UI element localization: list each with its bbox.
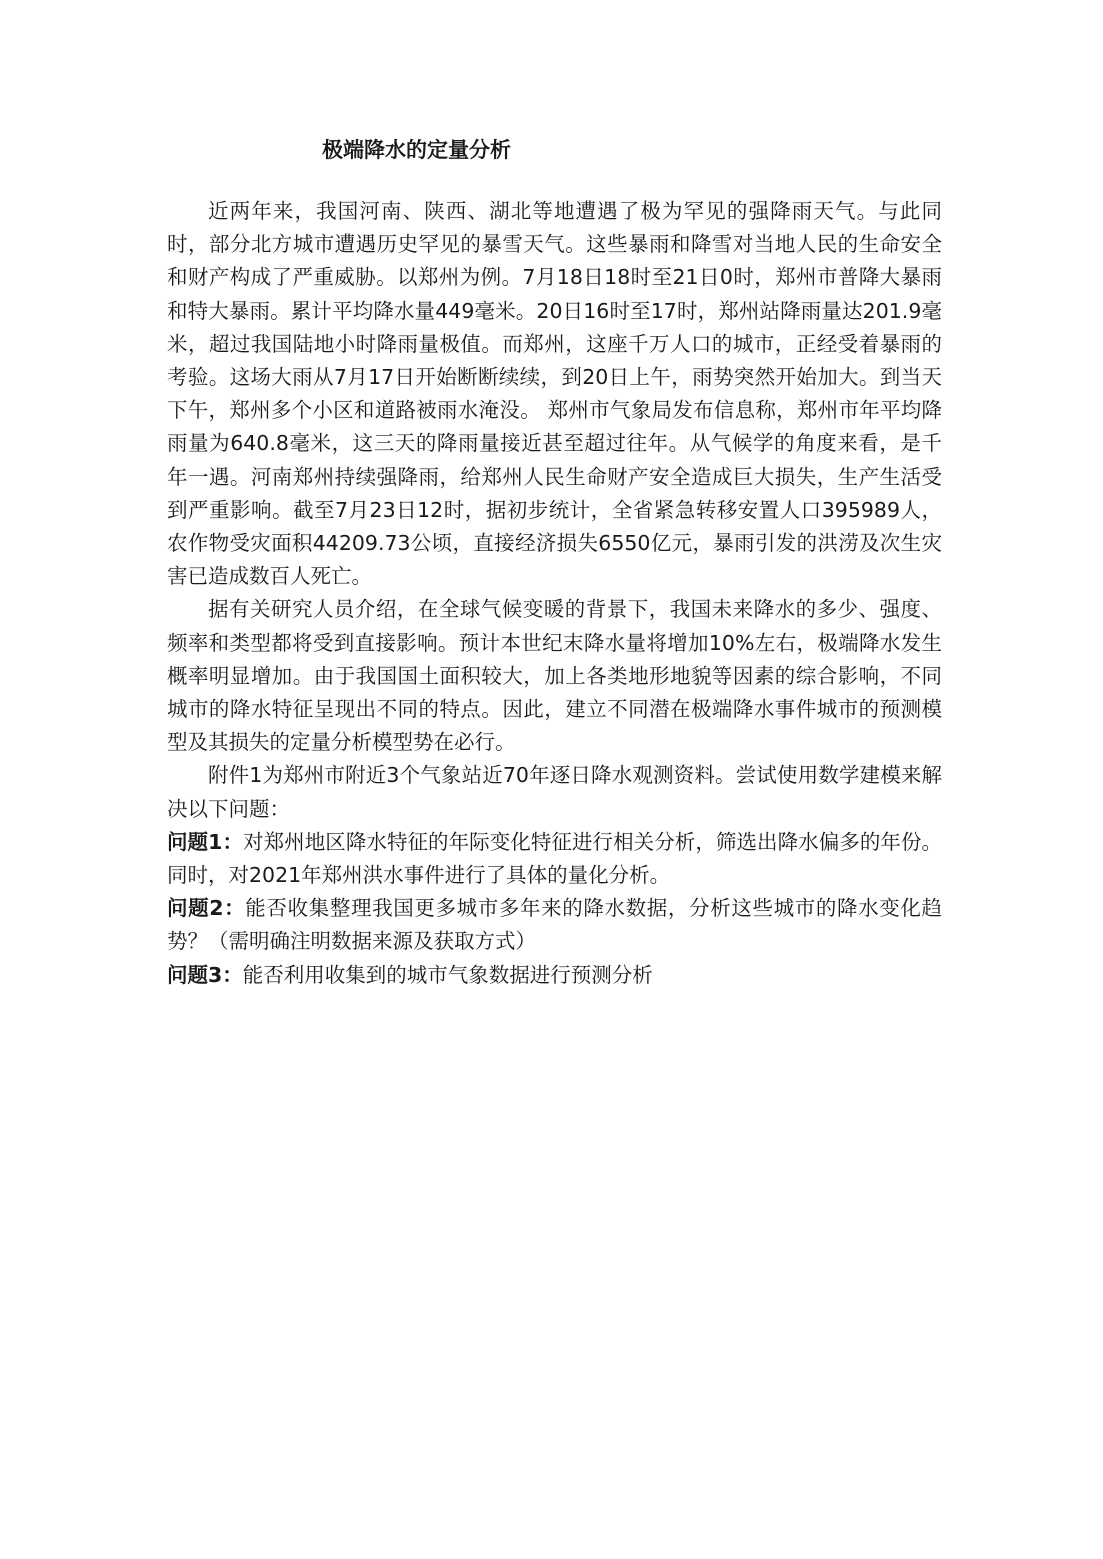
paragraph-background: 近两年来，我国河南、陕西、湖北等地遭遇了极为罕见的强降雨天气。与此同时，部分北方城市遭遇历史罕见的暴雪天气。这些暴雨和降雪对当地人民的生命安全和财产构成了严重威胁。以郑州为例。7月18日18时至21日0时，郑州市普降大暴雨和特大暴雨。累计平均降水量449毫米。20日16时至17时，郑州站降雨量达201.9毫米，超过我国陆地小时降雨量极值。而郑州，这座千万人口的城市，正经受着暴雨的考验。这场大雨从7月17日开始断断续续，到20日上午，雨势突然开始加大。到当天下午，郑州多个小区和道路被雨水淹没。 郑州市气象局发布信息称，郑州市年平均降雨量为640.8毫米，这三天的降雨量接近甚至超过往年。从气候学的角度来看，是千年一遇。河南郑州持续强降雨，给郑州人民生命财产安全造成巨大损失，生产生活受到严重影响。截至7月23日12时，据初步统计，全省紧急转移安置人口395989人，农作物受灾面积44209.73公顷，直接经济损失6550亿元，暴雨引发的洪涝及次生灾害已造成数百人死亡。 — [167, 199, 942, 589]
question-2 — [167, 892, 942, 958]
question-1 — [167, 826, 942, 892]
paragraph-attachment: 附件1为郑州市附近3个气象站近70年逐日降水观测资料。尝试使用数学建模来解决以下问题： — [167, 763, 942, 821]
question-3-text: 能否利用收集到的城市气象数据进行预测分析 — [242, 962, 653, 987]
question-1-text: 对郑州地区降水特征的年际变化特征进行相关分析，筛选出降水偏多的年份。同时，对2021年郑州洪水事件进行了具体的量化分析。 — [167, 829, 943, 888]
document-title: 极端降水的定量分析 — [322, 138, 511, 162]
question-1-label: 问题1： — [167, 829, 244, 854]
paragraph-research: 据有关研究人员介绍，在全球气候变暖的背景下，我国未来降水的多少、强度、频率和类型都将受到直接影响。预计本世纪末降水量将增加10%左右，极端降水发生概率明显增加。由于我国国土面积较大，加上各类地形地貌等因素的综合影响，不同城市的降水特征呈现出不同的特点。因此，建立不同潜在极端降水事件城市的预测模型及其损失的定量分析模型势在必行。 — [167, 597, 942, 755]
question-2-label: 问题2： — [167, 896, 246, 921]
question-3-label: 问题3： — [167, 962, 243, 987]
document-body — [167, 195, 942, 992]
question-2-text: 能否收集整理我国更多城市多年来的降水数据，分析这些城市的降水变化趋势？（需明确注明数据来源及获取方式） — [167, 896, 943, 954]
question-3 — [167, 959, 942, 992]
